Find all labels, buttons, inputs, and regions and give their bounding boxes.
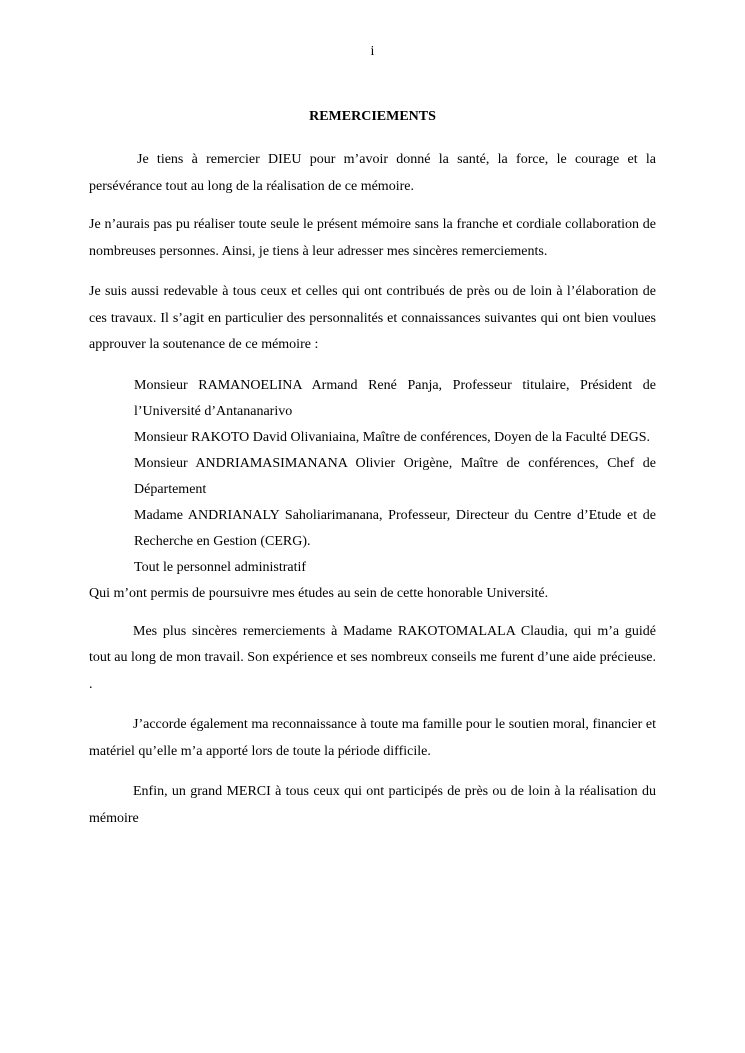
paragraph-supervisor: Mes plus sincères remerciements à Madame RAKOTOMALALA Claudia, qui m’a guidé tout au long de mon travail. Son expérience et ses nombreux conseils me furent d’une aide précieuse. . (89, 623, 656, 692)
list-item: Monsieur RAKOTO David Olivaniaina, Maître de conférences, Doyen de la Faculté DEGS. (134, 429, 651, 445)
persons-list (89, 373, 656, 581)
paragraph-thanks-god: Je tiens à remercier DIEU pour m’avoir donné la santé, la force, le courage et la persévérance tout au long de la réalisation de ce mémoire. (89, 152, 656, 194)
paragraph-indebted: Je suis aussi redevable à tous ceux et celles qui ont contribués de près ou de loin à l’élaboration de ces travaux. Il s’agit en particulier des personnalités et connaissances suivantes qui ont bien voulues approuver la soutenance de ce mémoire : (89, 284, 656, 352)
page-number: i (370, 44, 375, 59)
paragraph-university: Qui m’ont permis de poursuivre mes études au sein de cette honorable Université. (89, 585, 549, 601)
list-item: Madame ANDRIANALY Saholiarimanana, Professeur, Directeur du Centre d’Etude et de Recherche en Gestion (CERG). (134, 507, 656, 549)
list-item: Tout le personnel administratif (134, 559, 307, 575)
list-item: Monsieur ANDRIAMASIMANANA Olivier Origène, Maître de conférences, Chef de Département (134, 455, 656, 497)
body-text (89, 147, 656, 832)
page-title: REMERCIEMENTS (309, 109, 436, 124)
list-item: Monsieur RAMANOELINA Armand René Panja, Professeur titulaire, Président de l’Université d’Antananarivo (134, 377, 656, 419)
paragraph-collaboration: Je n’aurais pas pu réaliser toute seule le présent mémoire sans la franche et cordiale collaboration de nombreuses personnes. Ainsi, je tiens à leur adresser mes sincères remerciements. (89, 217, 656, 259)
paragraph-final-thanks: Enfin, un grand MERCI à tous ceux qui ont participés de près ou de loin à la réalisation du mémoire (89, 784, 656, 826)
paragraph-family: J’accorde également ma reconnaissance à toute ma famille pour le soutien moral, financier et matériel qu’elle m’a apporté lors de toute la période difficile. (89, 717, 656, 759)
